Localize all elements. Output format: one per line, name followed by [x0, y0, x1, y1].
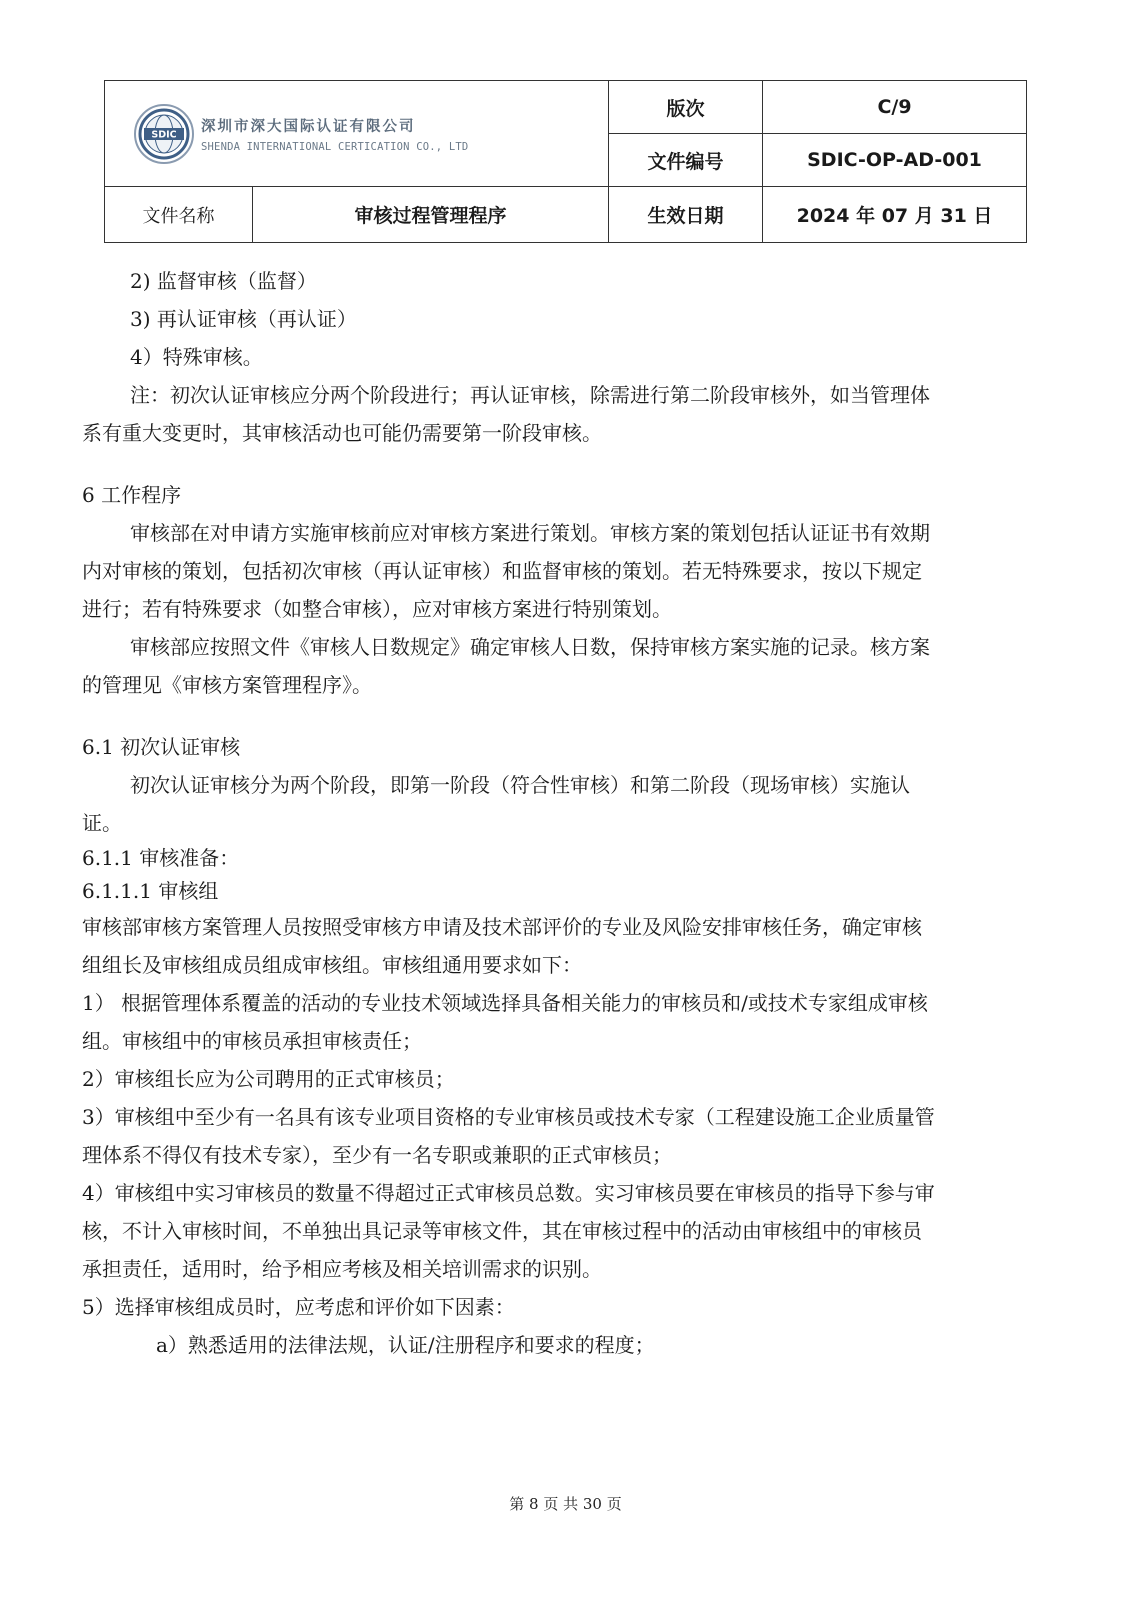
- paragraph-line: 注：初次认证审核应分两个阶段进行；再认证审核，除需进行第二阶段审核外，如当管理体: [130, 383, 930, 407]
- list-item: 2) 监督审核（监督）: [130, 269, 317, 293]
- paragraph-line: 审核部应按照文件《审核人日数规定》确定审核人日数，保持审核方案实施的记录。核方案: [130, 635, 930, 659]
- list-item: 3) 再认证审核（再认证）: [130, 307, 357, 331]
- paragraph-line: 内对审核的策划，包括初次审核（再认证审核）和监督审核的策划。若无特殊要求，按以下规定: [82, 559, 922, 583]
- effective-date-value: 2024 年 07 月 31 日: [763, 187, 1027, 243]
- version-value: C/9: [763, 81, 1027, 134]
- section-heading: 6.1 初次认证审核: [82, 735, 241, 759]
- list-item: 4）特殊审核。: [130, 345, 263, 369]
- paragraph-line: 审核部审核方案管理人员按照受审核方申请及技术部评价的专业及风险安排审核任务，确定审核: [82, 915, 922, 939]
- paragraph-line: 审核部在对申请方实施审核前应对审核方案进行策划。审核方案的策划包括认证证书有效期: [130, 521, 930, 545]
- doc-number-value: SDIC-OP-AD-001: [763, 134, 1027, 187]
- list-item: 5）选择审核组成员时，应考虑和评价如下因素：: [82, 1295, 515, 1319]
- list-item: 3）审核组中至少有一名具有该专业项目资格的专业审核员或技术专家（工程建设施工企业质量管: [82, 1105, 935, 1129]
- document-header-table: [104, 80, 1027, 243]
- section-heading: 6.1.1 审核准备：: [82, 846, 240, 870]
- section-heading: 6.1.1.1 审核组: [82, 879, 219, 903]
- company-logo-icon: [133, 103, 195, 165]
- document-body: [82, 262, 1037, 1364]
- company-logo-cell: [105, 81, 609, 187]
- company-name-en: SHENDA INTERNATIONAL CERTICATION CO., LTD: [201, 140, 469, 153]
- list-item: 2）审核组长应为公司聘用的正式审核员；: [82, 1067, 455, 1091]
- company-name-cn: 深圳市深大国际认证有限公司: [201, 117, 416, 135]
- paragraph-line: 证。: [82, 811, 122, 835]
- paragraph-line: 核，不计入审核时间，不单独出具记录等审核文件，其在审核过程中的活动由审核组中的审核员: [82, 1219, 922, 1243]
- paragraph-line: 初次认证审核分为两个阶段，即第一阶段（符合性审核）和第二阶段（现场审核）实施认: [130, 773, 910, 797]
- version-label: 版次: [609, 81, 763, 134]
- logo-text: SDIC: [151, 129, 177, 140]
- paragraph-line: 组组长及审核组成员组成审核组。审核组通用要求如下：: [82, 953, 582, 977]
- list-item: 1） 根据管理体系覆盖的活动的专业技术领域选择具备相关能力的审核员和/或技术专家组成审核: [82, 991, 928, 1015]
- list-item: a）熟悉适用的法律法规，认证/注册程序和要求的程度；: [156, 1333, 655, 1357]
- doc-number-label: 文件编号: [609, 134, 763, 187]
- paragraph-line: 理体系不得仅有技术专家），至少有一名专职或兼职的正式审核员；: [82, 1143, 672, 1167]
- section-heading: 6 工作程序: [82, 483, 182, 507]
- paragraph-line: 系有重大变更时，其审核活动也可能仍需要第一阶段审核。: [82, 421, 602, 445]
- effective-date-label: 生效日期: [609, 187, 763, 243]
- doc-name-label: 文件名称: [105, 187, 253, 243]
- paragraph-line: 的管理见《审核方案管理程序》。: [82, 673, 372, 697]
- paragraph-line: 组。审核组中的审核员承担审核责任；: [82, 1029, 422, 1053]
- paragraph-line: 承担责任，适用时，给予相应考核及相关培训需求的识别。: [82, 1257, 602, 1281]
- doc-name-value: 审核过程管理程序: [253, 187, 609, 243]
- paragraph-line: 进行；若有特殊要求（如整合审核），应对审核方案进行特别策划。: [82, 597, 672, 621]
- list-item: 4）审核组中实习审核员的数量不得超过正式审核员总数。实习审核员要在审核员的指导下参与审: [82, 1181, 935, 1205]
- page-number: 第 8 页 共 30 页: [509, 1495, 622, 1513]
